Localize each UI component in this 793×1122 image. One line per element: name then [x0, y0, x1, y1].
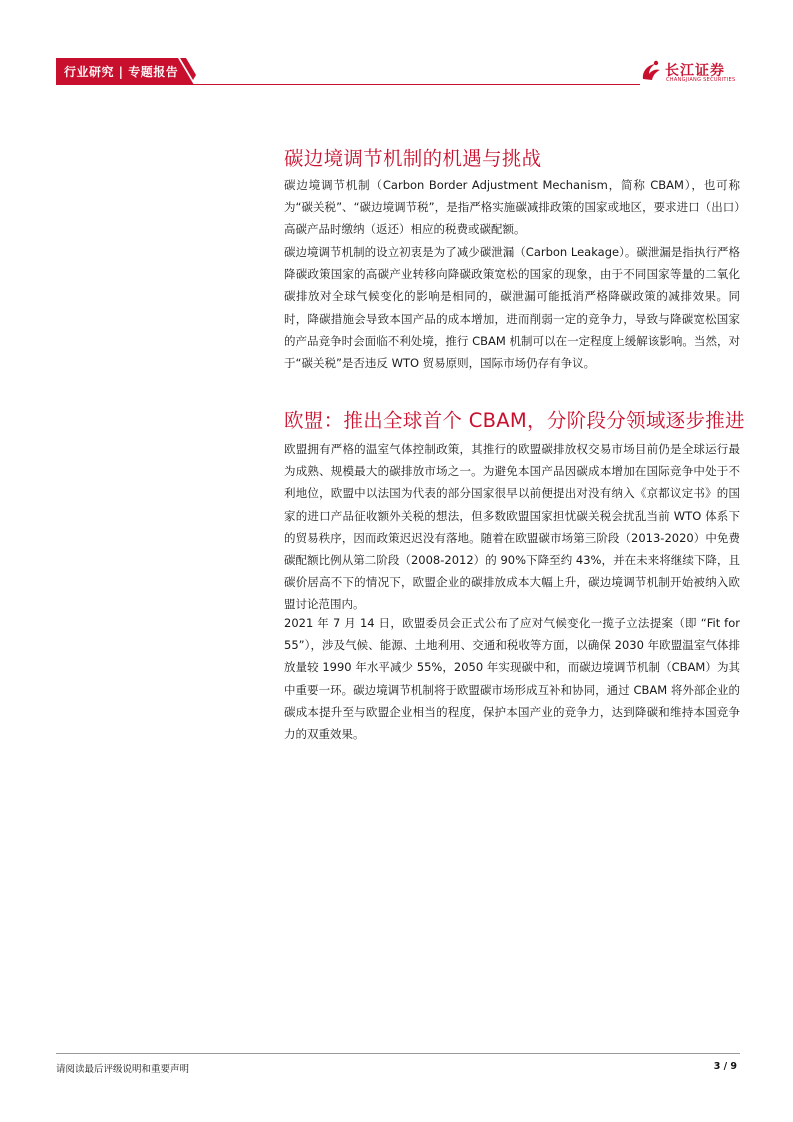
- section-title: 欧盟：推出全球首个 CBAM，分阶段分领域逐步推进: [284, 409, 745, 432]
- section-title: 碳边境调节机制的机遇与挑战: [284, 147, 542, 170]
- company-logo: [640, 57, 740, 87]
- paragraph: 碳边境调节机制的设立初衷是为了减少碳泄漏（Carbon Leakage）。碳泄漏是指执行严格降碳政策国家的高碳产业转移向降碳政策宽松的国家的现象，由于不同国家等量的二氧化碳排放对全球气候变化的影响是相同的，碳泄漏可能抵消严格降碳政策的减排效果。同时，降碳措施会导致本国产品的成本增加，进而削弱一定的竞争力，导致与降碳宽松国家的产品竞争时会面临不利处境，推行 CBAM 机制可以在一定程度上缓解该影响。当然，对于“碳关税”是否违反 WTO 贸易原则，国际市场仍存有争议。: [284, 245, 740, 371]
- footer-divider: [56, 1053, 740, 1054]
- report-category: 行业研究 | 专题报告: [64, 65, 179, 79]
- paragraph: 2021 年 7 月 14 日，欧盟委员会正式公布了应对气候变化一揽子立法提案（即 “Fit for 55”），涉及气候、能源、土地利用、交通和税收等方面，以确保 2030 年欧盟温室气体排放量较 1990 年水平减少 55%，2050 年实现碳中和，而碳边境调节机制（CBAM）为其中重要一环。碳边境调节机制将于欧盟碳市场形成互补和协同，通过 CBAM 将外部企业的碳成本提升至与欧盟企业相当的程度，保护本国产业的竞争力，达到降碳和维持本国竞争力的双重效果。: [284, 616, 740, 742]
- phoenix-logo-icon: [640, 59, 662, 83]
- paragraph: 碳边境调节机制（Carbon Border Adjustment Mechanism，简称 CBAM），也可称为“碳关税”、“碳边境调节税”，是指严格实施碳减排政策的国家或地区，要求进口（出口）高碳产品时缴纳（返还）相应的税费或碳配额。: [284, 178, 740, 237]
- footer-disclaimer: 请阅读最后评级说明和重要声明: [56, 1064, 190, 1075]
- paragraph: 欧盟拥有严格的温室气体控制政策，其推行的欧盟碳排放权交易市场目前仍是全球运行最为成熟、规模最大的碳排放市场之一。为避免本国产品因碳成本增加在国际竞争中处于不利地位，欧盟中以法国为代表的部分国家很早以前便提出对没有纳入《京都议定书》的国家的进口产品征收额外关税的想法，但多数欧盟国家担忧碳关税会扰乱当前 WTO 体系下的贸易秩序，因而政策迟迟没有落地。随着在欧盟碳市场第三阶段（2013-2020）中免费碳配额比例从第二阶段（2008-2012）的 90%下降至约 43%，并在未来将继续下降，且碳价居高不下的情况下，欧盟企业的碳排放成本大幅上升，碳边境调节机制开始被纳入欧盟讨论范围内。: [284, 442, 740, 612]
- header-divider: [190, 84, 640, 85]
- logo-name-cn: 长江证券: [665, 63, 725, 79]
- logo-name-en: CHANGJIANG SECURITIES: [666, 77, 736, 83]
- page-number: 3 / 9: [713, 1061, 737, 1072]
